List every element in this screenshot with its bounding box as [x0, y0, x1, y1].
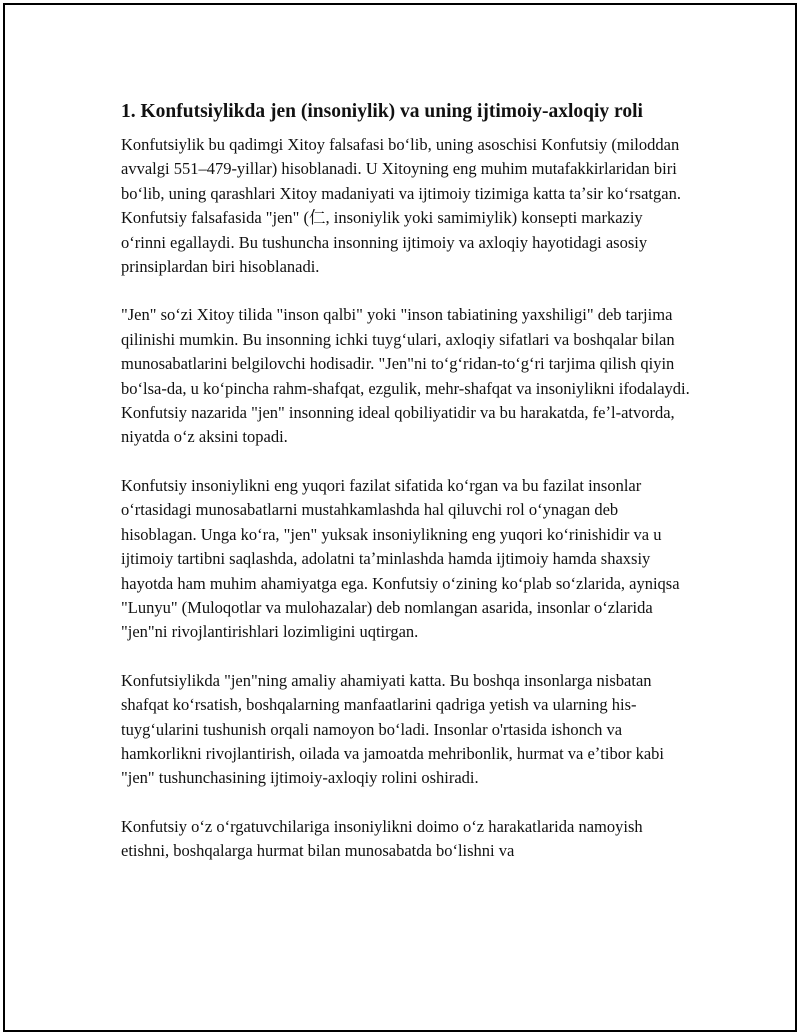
- document-body: [121, 99, 691, 888]
- paragraph-4: Konfutsiylikda "jen"ning amaliy ahamiyati katta. Bu boshqa insonlarga nisbatan shafqat koʻrsatish, boshqalarning manfaatlarini qadriga yetish va ularning his-tuygʻularini tushunish orqali namoyon boʻladi. Insonlar o'rtasida ishonch va hamkorlikni rivojlantirish, oilada va jamoatda mehribonlik, hurmat va eʼtibor kabi "jen" tushunchasining ijtimoiy-axloqiy rolini oshiradi.: [121, 670, 664, 788]
- paragraph-2: "Jen" soʻzi Xitoy tilida "inson qalbi" yoki "inson tabiatining yaxshiligi" deb tarjima qilinishi mumkin. Bu insonning ichki tuygʻulari, axloqiy sifatlari va boshqalar bilan munosabatlarini belgilovchi hodisadir. "Jen"ni toʻgʻridan-toʻgʻri tarjima qilish qiyin boʻlsa-da, u koʻpincha rahm-shafqat, ezgulik, mehr-shafqat va insoniylikni ifodalaydi. Konfutsiy nazarida "jen" insonning ideal qobiliyatidir va bu harakatda, feʼl-atvorda, niyatda oʻz aksini topadi.: [121, 305, 690, 447]
- paragraph-5: Konfutsiy oʻz oʻrgatuvchilariga insoniylikni doimo oʻz harakatlarida namoyish etishni, boshqalarga hurmat bilan munosabatda boʻlishni va: [121, 816, 643, 861]
- page-frame: [3, 3, 797, 1032]
- paragraph-3: Konfutsiy insoniylikni eng yuqori fazilat sifatida koʻrgan va bu fazilat insonlar oʻrtasidagi munosabatlarni mustahkamlashda hal qiluvchi rol oʻynagan deb hisoblagan. Unga koʻra, "jen" yuksak insoniylikning eng yuqori koʻrinishidir va u ijtimoiy tartibni saqlashda, adolatni taʼminlashda hamda ijtimoiy hamda shaxsiy hayotda ham muhim ahamiyatga ega. Konfutsiy oʻzining koʻplab soʻzlarida, ayniqsa "Lunyu" (Muloqotlar va mulohazalar) deb nomlangan asarida, insonlar oʻzlarida "jen"ni rivojlantirishlari lozimligini uqtirgan.: [121, 475, 680, 642]
- section-heading: 1. Konfutsiylikda jen (insoniylik) va uning ijtimoiy-axloqiy roli: [121, 101, 643, 122]
- paragraph-1: Konfutsiylik bu qadimgi Xitoy falsafasi boʻlib, uning asoschisi Konfutsiy (miloddan avvalgi 551–479-yillar) hisoblanadi. U Xitoyning eng muhim mutafakkirlaridan biri boʻlib, uning qarashlari Xitoy madaniyati va ijtimoiy tizimiga katta taʼsir koʻrsatgan. Konfutsiy falsafasida "jen" (仁, insoniylik yoki samimiylik) konsepti markaziy oʻrinni egallaydi. Bu tushuncha insonning ijtimoiy va axloqiy hayotidagi asosiy prinsiplardan biri hisoblanadi.: [121, 135, 681, 277]
